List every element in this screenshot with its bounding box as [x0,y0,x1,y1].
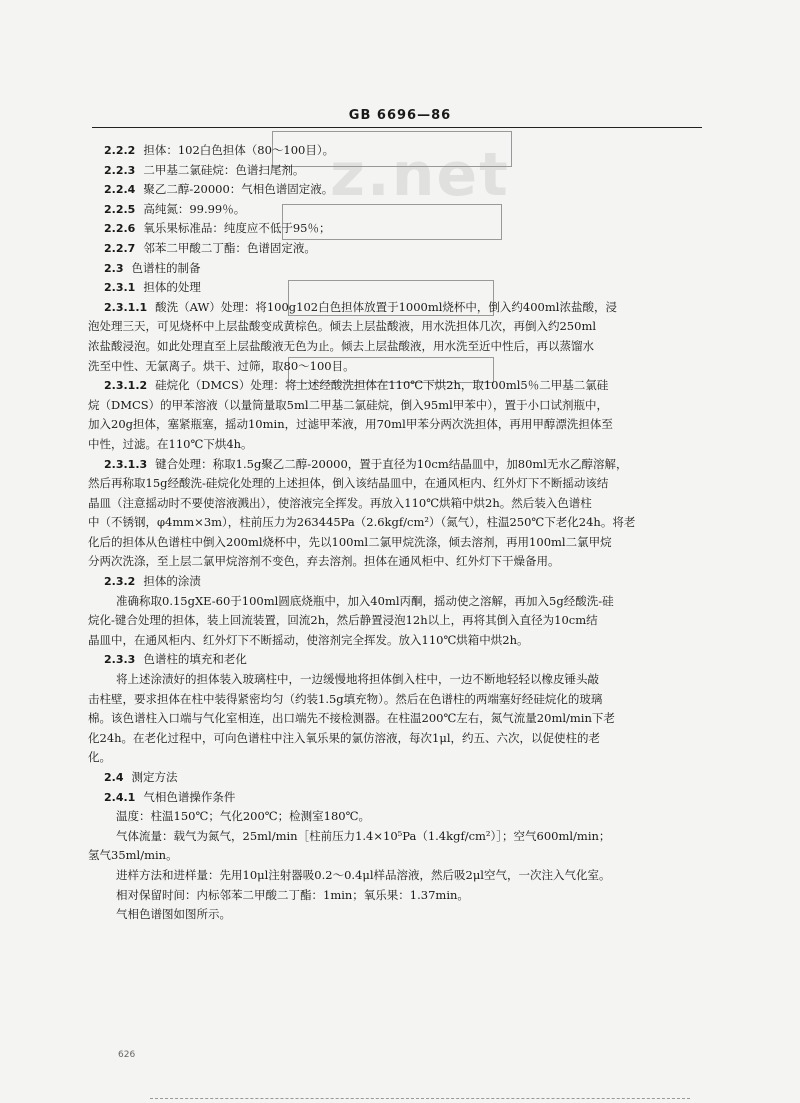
paragraph-line [88,474,718,494]
text: 洗至中性、无氯离子。烘干、过筛，取80～100目。 [88,358,355,373]
clause-2-3-1 [88,278,718,298]
paragraph-line [88,552,718,572]
clause-number: 2.3.1 [104,281,136,295]
text: 晶皿中，在通风柜内、红外灯下不断摇动，使溶剂完全挥发。放入110℃烘箱中烘2h。 [88,632,529,647]
paragraph-line [88,337,718,357]
page-number: 626 [118,1050,136,1060]
clause-2-3 [88,259,718,279]
text: 氢气35ml/min。 [88,848,178,863]
paragraph-line [88,494,718,514]
clause-number: 2.4 [104,771,124,784]
paragraph-line [88,631,718,651]
paragraph-line [88,317,718,337]
clause-number: 2.2.3 [104,163,136,177]
text: 烷（DMCS）的甲苯溶液（以量筒量取5ml二甲基二氯硅烷，倒入95ml甲苯中），置于小口试剂瓶中， [88,397,609,412]
text: 分两次洗涤，至上层二氯甲烷溶剂不变色，弃去溶剂。担体在通风柜中、红外灯下干燥备用。 [88,554,560,569]
text: 烷化-键合处理的担体，装上回流装置，回流2h，然后静置浸泡12h以上，再将其倒入直径为10cm结 [88,613,598,628]
paragraph-line [88,886,718,906]
text: 准确称取0.15gXE-60于100ml圆底烧瓶中，加入40ml丙酮，摇动使之溶解，再加入5g经酸洗-硅 [116,593,614,608]
text: 气相色谱操作条件 [143,789,236,804]
text: 二甲基二氯硅烷：色谱扫尾剂。 [143,162,305,177]
text: 聚乙二醇-20000：气相色谱固定液。 [143,182,334,197]
clause-2-3-1-1 [88,298,718,318]
paragraph-line [88,357,718,377]
text: 气体流量：载气为氮气，25ml/min［柱前压力1.4×10⁵Pa（1.4kgf/cm²）］；空气600ml/min； [116,828,611,843]
text: 温度：柱温150℃；气化200℃；检测室180℃。 [116,809,370,824]
clause-number: 2.2.7 [104,241,136,255]
clause-2-3-1-3 [88,455,718,475]
text: 相对保留时间：内标邻苯二甲酸二丁酯：1min；氧乐果：1.37min。 [116,887,469,902]
paragraph-line [88,435,718,455]
text: 加入20g担体，塞紧瓶塞，摇动10min，过滤甲苯液，用70ml甲苯分两次洗担体，再用甲醇漂洗担体至 [88,417,613,432]
paragraph-line [88,415,718,435]
clause-number: 2.3 [104,261,124,275]
text: 色谱柱的制备 [131,260,201,275]
text: 邻苯二甲酸二丁酯：色谱固定液。 [143,240,316,255]
text: 担体的处理 [143,280,201,295]
clause-number: 2.3.3 [104,653,136,667]
clause-number: 2.2.5 [104,202,136,216]
text: 色谱柱的填充和老化 [143,652,247,667]
text: 气相色谱图如图所示。 [116,907,231,922]
clause-number: 2.3.1.3 [104,457,148,471]
clause-2-3-3 [88,650,718,670]
text: 化24h。在老化过程中，可向色谱柱中注入氧乐果的氯仿溶液，每次1μl，约五、六次，以促使柱的老 [88,730,601,745]
text: 然后再称取15g经酸洗-硅烷化处理的上述担体，倒入该结晶皿中，在通风柜内、红外灯下不断摇动该结 [88,476,609,491]
clause-number: 2.3.1.2 [104,379,148,393]
clause-2-4-1 [88,788,718,808]
text: 酸洗（AW）处理：将100g102白色担体放置于1000ml烧杯中，倒入约400ml浓盐酸，浸 [155,299,617,314]
text: 测定方法 [131,770,178,784]
text: 化后的担体从色谱柱中倒入200ml烧杯中，先以100ml二氯甲烷洗涤，倾去溶剂，再用100ml二氯甲烷 [88,534,612,549]
text: 击柱壁，要求担体在柱中装得紧密均匀（约装1.5g填充物）。然后在色谱柱的两端塞好经硅烷化的玻璃 [88,691,603,706]
clause-number: 2.2.4 [104,183,136,197]
standard-number-header: GB 6696—86 [348,108,452,123]
text: 担体的涂渍 [143,574,201,589]
clause-2-2-2 [88,141,718,161]
text: 进样方法和进样量：先用10μl注射器吸0.2～0.4μl样品溶液，然后吸2μl空气，一次注入气化室。 [116,867,611,882]
clause-2-3-1-2 [88,376,718,396]
paragraph-line [88,846,718,866]
clause-number: 2.2.6 [104,222,136,236]
clause-number: 2.3.2 [104,575,136,589]
clause-number: 2.4.1 [104,790,136,804]
clause-number: 2.3.1.1 [104,300,148,314]
paragraph-line [88,513,718,533]
clause-2-2-4 [88,180,718,200]
paragraph-line [88,611,718,631]
text: 氧乐果标准品：纯度应不低于95％； [143,221,331,236]
text: 将上述涂渍好的担体装入玻璃柱中，一边缓慢地将担体倒入柱中，一边不断地轻轻以橡皮锤头敲 [116,672,599,687]
clause-2-2-5 [88,200,718,220]
paragraph-line [88,709,718,729]
paragraph-line [88,592,718,612]
paragraph-line [88,748,718,768]
document-body [88,141,718,925]
text: 棉。该色谱柱入口端与气化室相连，出口端先不接检测器。在柱温200℃左右，氮气流量20ml/min下老 [88,711,615,726]
paragraph-line [88,905,718,925]
text: 泡处理三天，可见烧杯中上层盐酸变成黄棕色。倾去上层盐酸液，用水洗担体几次，再倒入约250ml [88,319,597,334]
paragraph-line [88,690,718,710]
clause-2-4 [88,768,718,788]
paragraph-line [88,807,718,827]
text: 高纯氮：99.99％。 [143,201,246,216]
text: 中（不锈钢，φ4mm×3m），柱前压力为263445Pa（2.6kgf/cm²）（氮气），柱温250℃下老化24h。将老 [88,515,636,530]
text: 浓盐酸浸泡。如此处理直至上层盐酸液无色为止。倾去上层盐酸液，用水洗至近中性后，再以蒸馏水 [88,338,594,353]
text: 担体：102白色担体（80～100目）。 [143,143,335,157]
paragraph-line [88,866,718,886]
clause-number: 2.2.2 [104,144,136,157]
header-rule [92,127,702,128]
text: 晶皿（注意摇动时不要使溶液溅出），使溶液完全挥发。再放入110℃烘箱中烘2h。然后装入色谱柱 [88,495,592,510]
paragraph-line [88,396,718,416]
text: 硅烷化（DMCS）处理：将上述经酸洗担体在110℃下烘2h，取100ml5％二甲基二氯硅 [155,378,609,393]
text: 化。 [88,750,111,765]
paragraph-line [88,729,718,749]
text: 中性，过滤。在110℃下烘4h。 [88,436,253,451]
bottom-rule [150,1098,690,1099]
clause-2-2-3 [88,161,718,181]
clause-2-3-2 [88,572,718,592]
text: 键合处理：称取1.5g聚乙二醇-20000，置于直径为10cm结晶皿中，加80ml无水乙醇溶解， [155,456,628,471]
clause-2-2-6 [88,219,718,239]
paragraph-line [88,827,718,847]
watermark-text: z.net [330,140,510,210]
clause-2-2-7 [88,239,718,259]
paragraph-line [88,533,718,553]
paragraph-line [88,670,718,690]
